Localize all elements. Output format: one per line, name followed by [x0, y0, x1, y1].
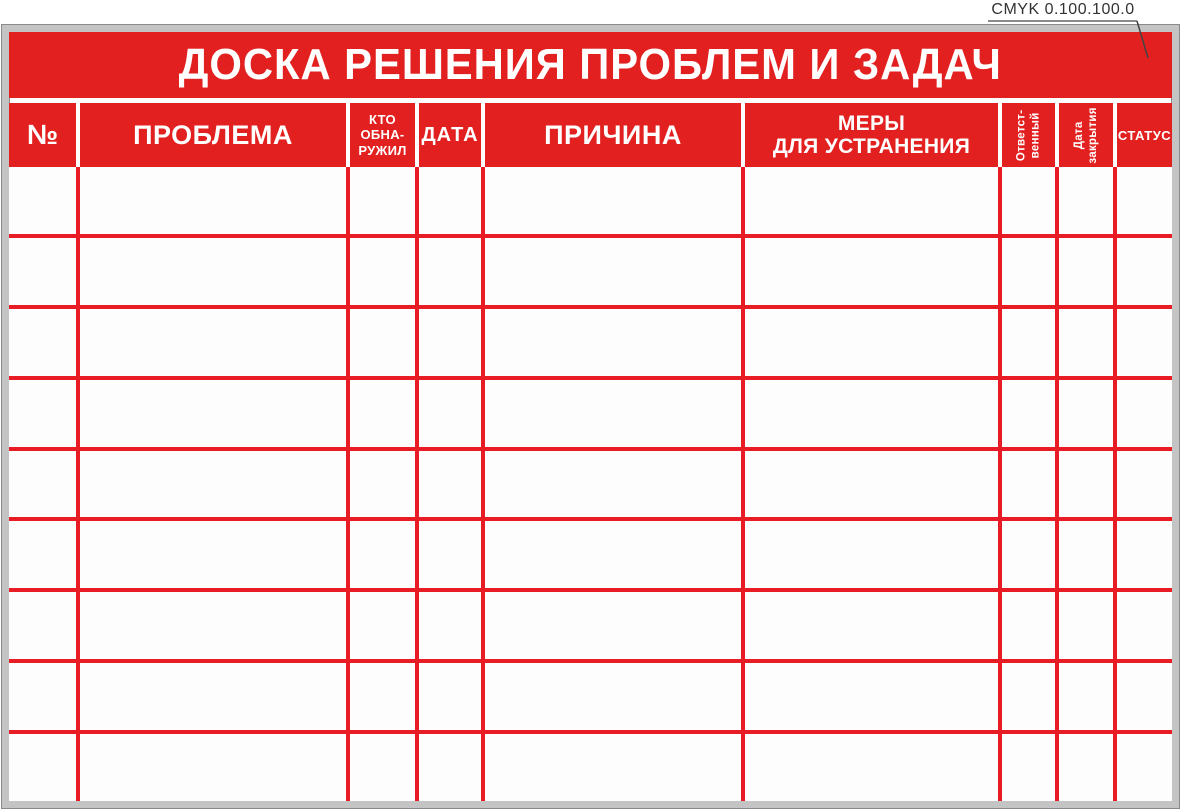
grid-cell-r6-c1	[9, 521, 76, 588]
grid-cell-r5-c6	[745, 451, 998, 518]
grid-cell-r2-c5	[485, 238, 741, 305]
column-header-responsible: Ответст- венный	[1002, 103, 1055, 167]
column-header-who-found: КТО ОБНА- РУЖИЛ	[350, 103, 415, 167]
grid-cell-r7-c1	[9, 592, 76, 659]
grid-cell-r3-c1	[9, 309, 76, 376]
grid-cell-r9-c2	[80, 734, 346, 801]
grid-cell-r4-c7	[1002, 380, 1055, 447]
problem-board	[2, 25, 1179, 808]
grid-cell-r1-c5	[485, 167, 741, 234]
grid-cell-r2-c8	[1059, 238, 1113, 305]
grid-cell-r6-c9	[1117, 521, 1172, 588]
grid-cell-r2-c4	[419, 238, 481, 305]
column-header-row	[9, 103, 1172, 167]
grid-cell-r2-c1	[9, 238, 76, 305]
grid-cell-r9-c3	[350, 734, 415, 801]
column-header-close-date: Дата закрытия	[1059, 103, 1113, 167]
grid-cell-r3-c2	[80, 309, 346, 376]
grid-cell-r1-c9	[1117, 167, 1172, 234]
grid-cell-r2-c2	[80, 238, 346, 305]
grid-cell-r6-c4	[419, 521, 481, 588]
grid-cell-r2-c9	[1117, 238, 1172, 305]
grid-cell-r5-c9	[1117, 451, 1172, 518]
grid-cell-r5-c5	[485, 451, 741, 518]
grid-cell-r7-c3	[350, 592, 415, 659]
grid-cell-r9-c8	[1059, 734, 1113, 801]
grid-cell-r1-c7	[1002, 167, 1055, 234]
column-header-status: СТАТУС	[1117, 103, 1172, 167]
grid-cell-r1-c4	[419, 167, 481, 234]
board-title-banner	[9, 32, 1172, 98]
grid-cell-r8-c7	[1002, 663, 1055, 730]
grid-cell-r1-c6	[745, 167, 998, 234]
grid-cell-r7-c5	[485, 592, 741, 659]
grid-cell-r3-c7	[1002, 309, 1055, 376]
grid-cell-r6-c2	[80, 521, 346, 588]
grid-cell-r3-c9	[1117, 309, 1172, 376]
grid-cell-r8-c8	[1059, 663, 1113, 730]
grid-cell-r3-c6	[745, 309, 998, 376]
grid-cell-r9-c5	[485, 734, 741, 801]
grid-cell-r4-c6	[745, 380, 998, 447]
grid-cell-r8-c9	[1117, 663, 1172, 730]
grid-cell-r7-c8	[1059, 592, 1113, 659]
grid-cell-r1-c8	[1059, 167, 1113, 234]
grid-cell-r5-c2	[80, 451, 346, 518]
grid-cell-r3-c3	[350, 309, 415, 376]
grid-cell-r5-c4	[419, 451, 481, 518]
grid-cell-r1-c1	[9, 167, 76, 234]
column-header-num: №	[9, 103, 76, 167]
column-header-problem: ПРОБЛЕМА	[80, 103, 346, 167]
grid-cell-r8-c6	[745, 663, 998, 730]
grid-cell-r4-c3	[350, 380, 415, 447]
grid-cell-r6-c8	[1059, 521, 1113, 588]
board-title: ДОСКА РЕШЕНИЯ ПРОБЛЕМ И ЗАДАЧ	[178, 40, 1003, 89]
grid-cell-r8-c5	[485, 663, 741, 730]
grid-cell-r7-c9	[1117, 592, 1172, 659]
grid-cell-r6-c6	[745, 521, 998, 588]
column-header-cause: ПРИЧИНА	[485, 103, 741, 167]
grid-cell-r5-c8	[1059, 451, 1113, 518]
grid-cell-r9-c4	[419, 734, 481, 801]
grid-cell-r4-c2	[80, 380, 346, 447]
grid-cell-r3-c8	[1059, 309, 1113, 376]
grid-cell-r7-c4	[419, 592, 481, 659]
grid-cell-r6-c3	[350, 521, 415, 588]
grid-cell-r6-c7	[1002, 521, 1055, 588]
grid-cell-r3-c5	[485, 309, 741, 376]
board-grid	[9, 167, 1172, 801]
cmyk-annotation-label: CMYK 0.100.100.0	[991, 1, 1135, 18]
column-header-date: ДАТА	[419, 103, 481, 167]
column-header-measures: МЕРЫ ДЛЯ УСТРАНЕНИЯ	[745, 103, 998, 167]
grid-cell-r1-c2	[80, 167, 346, 234]
grid-cell-r9-c6	[745, 734, 998, 801]
grid-cell-r9-c7	[1002, 734, 1055, 801]
grid-cell-r9-c1	[9, 734, 76, 801]
grid-cell-r7-c2	[80, 592, 346, 659]
grid-cell-r7-c7	[1002, 592, 1055, 659]
grid-cell-r5-c7	[1002, 451, 1055, 518]
grid-cell-r4-c5	[485, 380, 741, 447]
grid-cell-r6-c5	[485, 521, 741, 588]
grid-cell-r5-c1	[9, 451, 76, 518]
grid-cell-r8-c1	[9, 663, 76, 730]
grid-cell-r5-c3	[350, 451, 415, 518]
grid-cell-r9-c9	[1117, 734, 1172, 801]
grid-cell-r8-c3	[350, 663, 415, 730]
grid-cell-r3-c4	[419, 309, 481, 376]
grid-cell-r2-c7	[1002, 238, 1055, 305]
grid-cell-r4-c9	[1117, 380, 1172, 447]
grid-cell-r2-c6	[745, 238, 998, 305]
grid-cell-r4-c1	[9, 380, 76, 447]
grid-cell-r2-c3	[350, 238, 415, 305]
grid-cell-r4-c8	[1059, 380, 1113, 447]
grid-cell-r8-c2	[80, 663, 346, 730]
grid-cell-r4-c4	[419, 380, 481, 447]
grid-cell-r8-c4	[419, 663, 481, 730]
grid-cell-r7-c6	[745, 592, 998, 659]
grid-cell-r1-c3	[350, 167, 415, 234]
